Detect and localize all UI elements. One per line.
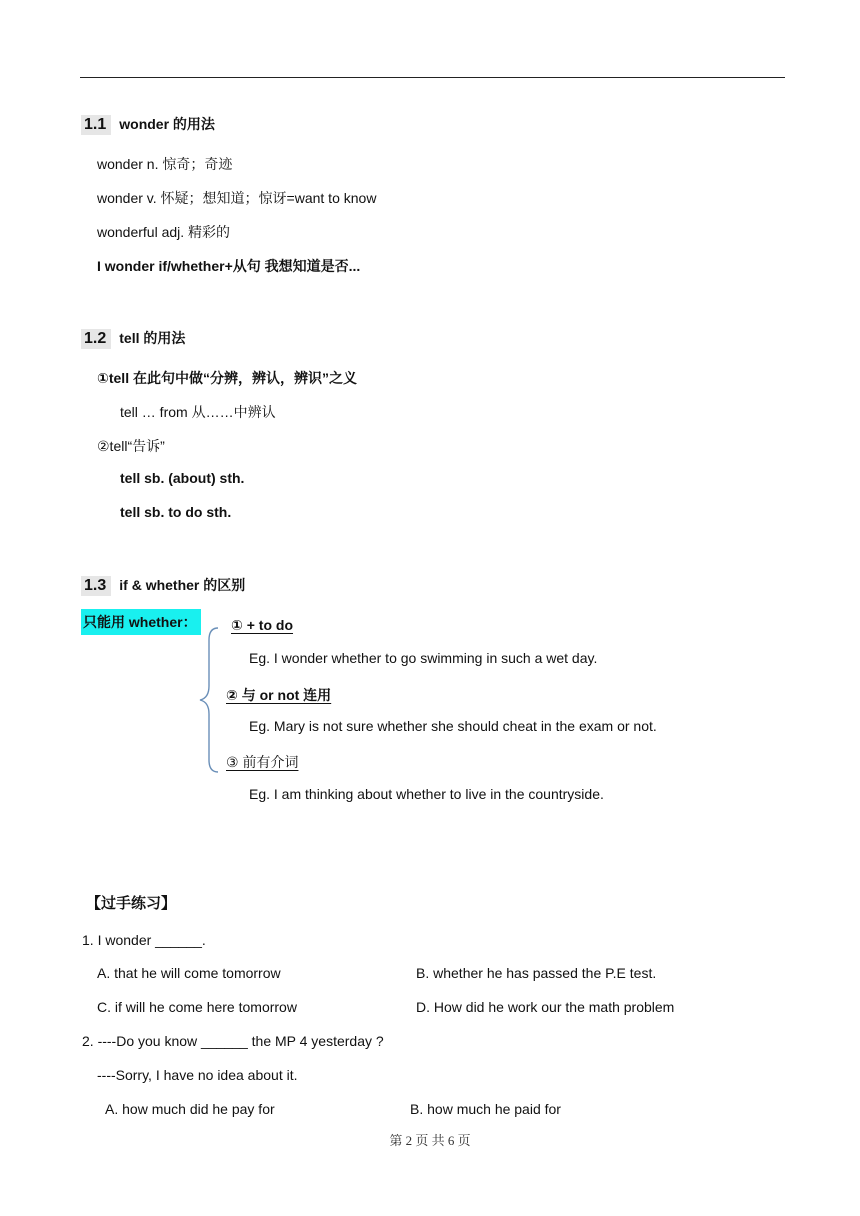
- question-1-stem: 1. I wonder ______.: [82, 932, 206, 948]
- tell-meaning-1: ①tell 在此句中做“分辨，辨认，辨识”之义: [97, 370, 357, 386]
- rule-item-2-example: Eg. Mary is not sure whether she should cheat in the exam or not.: [249, 718, 657, 734]
- page-footer: 第 2 页 共 6 页: [389, 1133, 471, 1148]
- wonderful-adj-line: wonderful adj. 精彩的: [97, 224, 231, 240]
- question-1-option-d: D. How did he work our the math problem: [416, 999, 675, 1015]
- section-3-title: if & whether 的区别: [119, 577, 246, 593]
- rule-item-1-example: Eg. I wonder whether to go swimming in such a wet day.: [249, 650, 598, 666]
- question-1-option-a: A. that he will come tomorrow: [97, 965, 281, 981]
- question-1-option-c: C. if will he come here tomorrow: [97, 999, 297, 1015]
- whether-only-label: [81, 612, 201, 632]
- wonder-verb-line: wonder v. 怀疑；想知道；惊讶=want to know: [97, 190, 377, 206]
- curly-brace-icon: [196, 626, 222, 774]
- wonder-noun-line: wonder n. 惊奇；奇迹: [97, 156, 233, 172]
- question-1-option-b: B. whether he has passed the P.E test.: [416, 965, 657, 981]
- section-2-number: 1.2: [81, 329, 111, 349]
- tell-sb-to-do-sth: tell sb. to do sth.: [120, 504, 232, 520]
- header-rule: [80, 77, 785, 78]
- section-1-heading: [81, 114, 215, 135]
- question-2-option-a: A. how much did he pay for: [105, 1101, 275, 1117]
- rule-item-1-label: ① + to do: [231, 617, 294, 633]
- section-1-title: wonder 的用法: [119, 116, 215, 132]
- rule-item-3-label: ③ 前有介词: [226, 754, 299, 770]
- section-3-heading: [81, 575, 245, 596]
- tell-meaning-2: ②tell“告诉”: [97, 438, 165, 454]
- tell-from-line: tell … from 从……中辨认: [120, 404, 276, 420]
- section-3-number: 1.3: [81, 576, 111, 596]
- rule-item-2-label: ② 与 or not 连用: [226, 687, 332, 703]
- section-2-heading: [81, 328, 185, 349]
- exercise-heading: 【过手练习】: [86, 895, 177, 912]
- question-2-stem: 2. ----Do you know ______ the MP 4 yesterday ?: [82, 1033, 384, 1049]
- question-2-option-b: B. how much he paid for: [410, 1101, 561, 1117]
- section-1-number: 1.1: [81, 115, 111, 135]
- question-2-reply: ----Sorry, I have no idea about it.: [97, 1067, 298, 1083]
- rule-item-3-example: Eg. I am thinking about whether to live in the countryside.: [249, 786, 604, 802]
- wonder-if-whether-line: I wonder if/whether+从句 我想知道是否...: [97, 258, 361, 274]
- tell-sb-about-sth: tell sb. (about) sth.: [120, 470, 245, 486]
- section-2-title: tell 的用法: [119, 330, 186, 346]
- highlighted-label: 只能用 whether：: [81, 609, 201, 635]
